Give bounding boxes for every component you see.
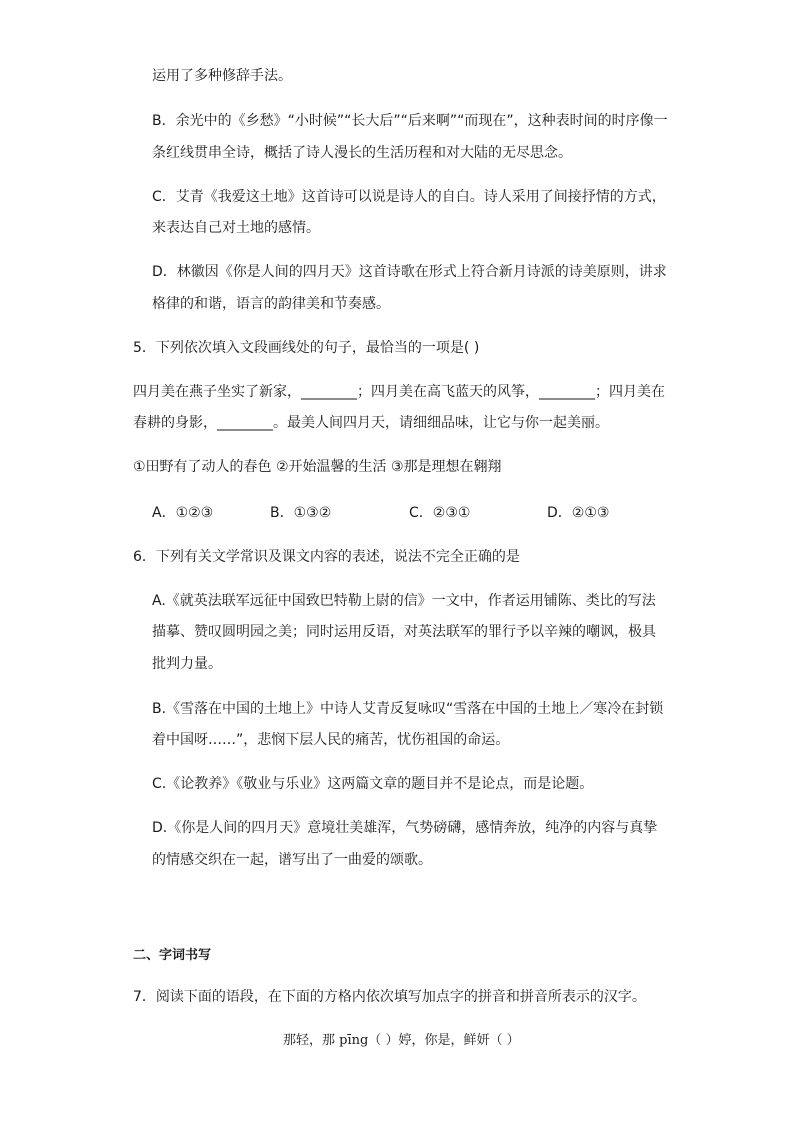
q7-passage: 那轻，那 pīng（ ）婷，你是，鲜妍（ ） <box>283 1033 520 1048</box>
q4-option-d-line1: D．林徽因《你是人间的四月天》这首诗歌在形式上符合新月诗派的诗美原则，讲求 <box>152 264 667 280</box>
q5-option-b[interactable]: B．①③② <box>270 505 332 521</box>
q4-option-d-line2: 格律的和谐，语言的韵律美和节奏感。 <box>152 296 390 312</box>
section-heading: 二、字词书写 <box>133 948 212 963</box>
q4-option-b-line2: 条红线贯串全诗，概括了诗人漫长的生活历程和对大陆的无尽思念。 <box>152 145 572 161</box>
q4-option-c-line1: C．艾青《我爱这土地》这首诗可以说是诗人的自白。诗人采用了间接抒情的方式， <box>152 189 666 205</box>
q4-option-a-continued: 运用了多种修辞手法。 <box>152 68 292 84</box>
q5-sentences: ①田野有了动人的春色 ②开始温馨的生活 ③那是理想在翱翔 <box>133 459 502 475</box>
q6-option-a-line1: A.《就英法联军远征中国致巴特勒上尉的信》一文中，作者运用铺陈、类比的写法 <box>152 593 656 609</box>
q6-option-d-line1: D.《你是人间的四月天》意境壮美雄浑，气势磅礴，感情奔放，纯净的内容与真挚 <box>152 820 658 836</box>
q5-passage-line2: 春耕的身影，________。最美人间四月天，请细细品味，让它与你一起美丽。 <box>133 415 609 431</box>
q7-stem: 7．阅读下面的语段，在下面的方格内依次填写加点字的拼音和拼音所表示的汉字。 <box>133 989 646 1005</box>
q6-option-c-line1: C.《论教养》《敬业与乐业》这两篇文章的题目并不是论点，而是论题。 <box>152 776 594 792</box>
q6-option-d-line2: 的情感交织在一起，谱写出了一曲爱的颂歌。 <box>152 852 432 868</box>
q4-option-b-line1: B．余光中的《乡愁》“小时候”“长大后”“后来啊”“而现在”，这种表时间的时序像一 <box>152 113 668 129</box>
q5-option-a[interactable]: A．①②③ <box>152 505 214 521</box>
q6-option-a-line2: 描摹、赞叹圆明园之美；同时运用反语，对英法联军的罪行予以辛辣的嘲讽，极具 <box>152 624 656 640</box>
q4-option-c-line2: 来表达自己对土地的感情。 <box>152 220 320 236</box>
q5-option-d[interactable]: D．②①③ <box>547 505 610 521</box>
q5-option-c[interactable]: C．②③① <box>409 505 471 521</box>
q5-stem: 5．下列依次填入文段画线处的句子，最恰当的一项是( ) <box>133 340 480 356</box>
q6-option-a-line3: 批判力量。 <box>152 656 222 672</box>
q6-option-b-line1: B.《雪落在中国的土地上》中诗人艾青反复咏叹“雪落在中国的土地上／寒冷在封锁 <box>152 701 664 717</box>
q6-option-b-line2: 着中国呀……”，悲悯下层人民的痛苦，忧伤祖国的命运。 <box>152 732 510 748</box>
q5-passage-line1: 四月美在燕子坐实了新家，________；四月美在高飞蓝天的风筝，________；四月美在 <box>133 384 665 400</box>
q6-stem: 6．下列有关文学常识及课文内容的表述，说法不完全正确的是 <box>133 549 520 565</box>
